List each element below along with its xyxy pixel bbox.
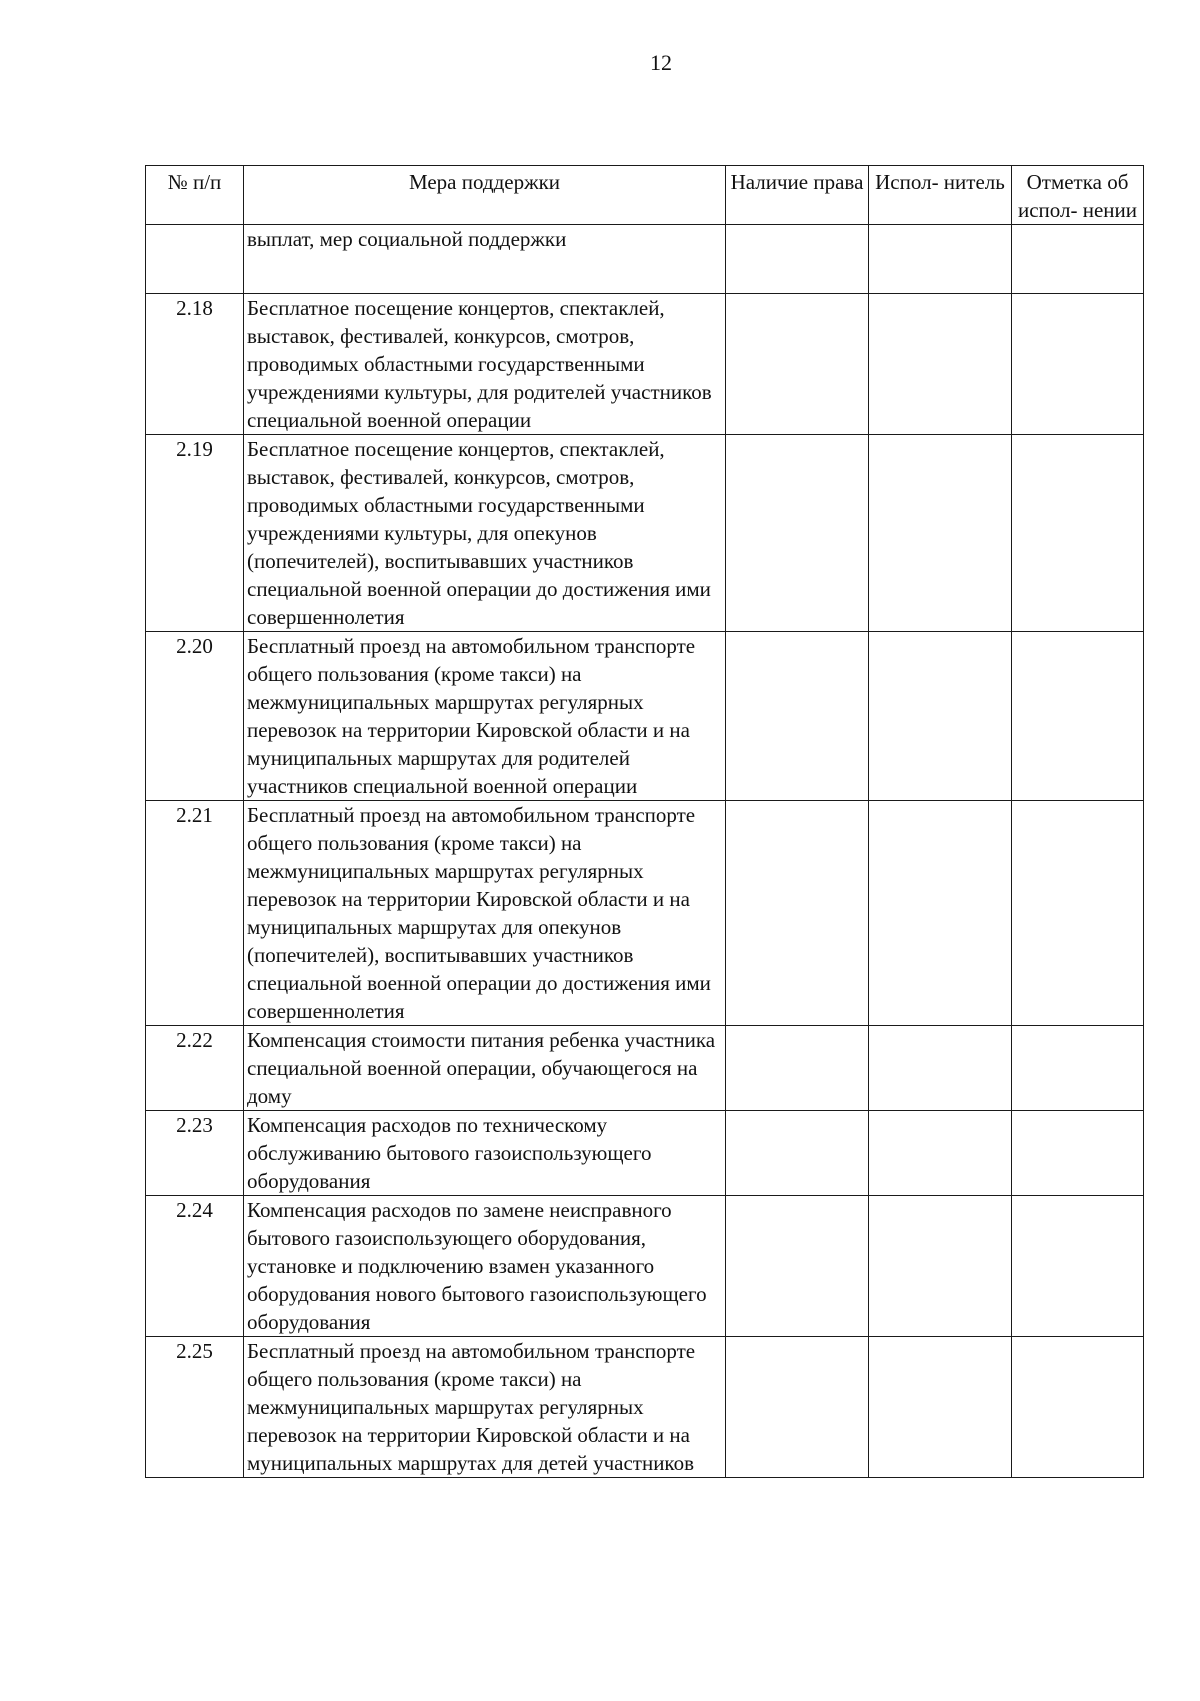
table-row (146, 1196, 1144, 1337)
cell-executor (869, 225, 1012, 294)
table-header-row (146, 166, 1144, 225)
header-measure: Мера поддержки (244, 166, 726, 225)
table-body (146, 225, 1144, 1478)
page-number: 12 (650, 50, 672, 75)
cell-executor (869, 435, 1012, 632)
support-measures-table (145, 165, 1144, 1478)
cell-executor (869, 1196, 1012, 1337)
table-row (146, 1026, 1144, 1111)
cell-executor (869, 1337, 1012, 1478)
header-num: № п/п (146, 166, 244, 225)
cell-mark (1012, 1111, 1144, 1196)
cell-num: 2.18 (146, 294, 244, 435)
table-row (146, 1111, 1144, 1196)
cell-measure: Компенсация расходов по замене неисправного бытового газоиспользующего оборудования, установке и подключению взамен указанного оборудования нового бытового газоиспользующего оборудования (244, 1196, 726, 1337)
header-mark: Отметка об испол- нении (1012, 166, 1144, 225)
table-row (146, 632, 1144, 801)
cell-num: 2.20 (146, 632, 244, 801)
table-row (146, 294, 1144, 435)
cell-mark (1012, 225, 1144, 294)
table-row (146, 801, 1144, 1026)
cell-measure: Компенсация стоимости питания ребенка участника специальной военной операции, обучающегося на дому (244, 1026, 726, 1111)
cell-executor (869, 632, 1012, 801)
cell-measure: Компенсация расходов по техническому обслуживанию бытового газоиспользующего оборудования (244, 1111, 726, 1196)
cell-right (726, 435, 869, 632)
cell-num: 2.22 (146, 1026, 244, 1111)
table-row-continuation (146, 225, 1144, 294)
cell-mark (1012, 632, 1144, 801)
cell-mark (1012, 1196, 1144, 1337)
cell-measure: Бесплатное посещение концертов, спектаклей, выставок, фестивалей, конкурсов, смотров, проводимых областными государственными учреждениями культуры, для опекунов (попечителей), воспитывавших участников специальной военной операции до достижения ими совершеннолетия (244, 435, 726, 632)
cell-mark (1012, 294, 1144, 435)
cell-right (726, 1111, 869, 1196)
cell-num: 2.21 (146, 801, 244, 1026)
cell-right (726, 1026, 869, 1111)
cell-num: 2.24 (146, 1196, 244, 1337)
header-right: Наличие права (726, 166, 869, 225)
cell-measure: Бесплатное посещение концертов, спектаклей, выставок, фестивалей, конкурсов, смотров, проводимых областными государственными учреждениями культуры, для родителей участников специальной военной операции (244, 294, 726, 435)
cell-mark (1012, 1337, 1144, 1478)
cell-mark (1012, 1026, 1144, 1111)
cell-num (146, 225, 244, 294)
cell-measure: выплат, мер социальной поддержки (244, 225, 726, 294)
cell-executor (869, 801, 1012, 1026)
table-row (146, 1337, 1144, 1478)
cell-executor (869, 294, 1012, 435)
cell-num: 2.19 (146, 435, 244, 632)
cell-right (726, 632, 869, 801)
cell-measure: Бесплатный проезд на автомобильном транспорте общего пользования (кроме такси) на межмуниципальных маршрутах регулярных перевозок на территории Кировской области и на муниципальных маршрутах для родителей участников специальной военной операции (244, 632, 726, 801)
cell-right (726, 1196, 869, 1337)
cell-executor (869, 1026, 1012, 1111)
cell-mark (1012, 801, 1144, 1026)
cell-executor (869, 1111, 1012, 1196)
cell-num: 2.25 (146, 1337, 244, 1478)
cell-num: 2.23 (146, 1111, 244, 1196)
cell-mark (1012, 435, 1144, 632)
cell-right (726, 294, 869, 435)
header-executor: Испол- нитель (869, 166, 1012, 225)
cell-measure: Бесплатный проезд на автомобильном транспорте общего пользования (кроме такси) на межмуниципальных маршрутах регулярных перевозок на территории Кировской области и на муниципальных маршрутах для опекунов (попечителей), воспитывавших участников специальной военной операции до достижения ими совершеннолетия (244, 801, 726, 1026)
cell-measure: Бесплатный проезд на автомобильном транспорте общего пользования (кроме такси) на межмуниципальных маршрутах регулярных перевозок на территории Кировской области и на муниципальных маршрутах для детей участников (244, 1337, 726, 1478)
cell-right (726, 1337, 869, 1478)
table-row (146, 435, 1144, 632)
cell-right (726, 801, 869, 1026)
cell-right (726, 225, 869, 294)
